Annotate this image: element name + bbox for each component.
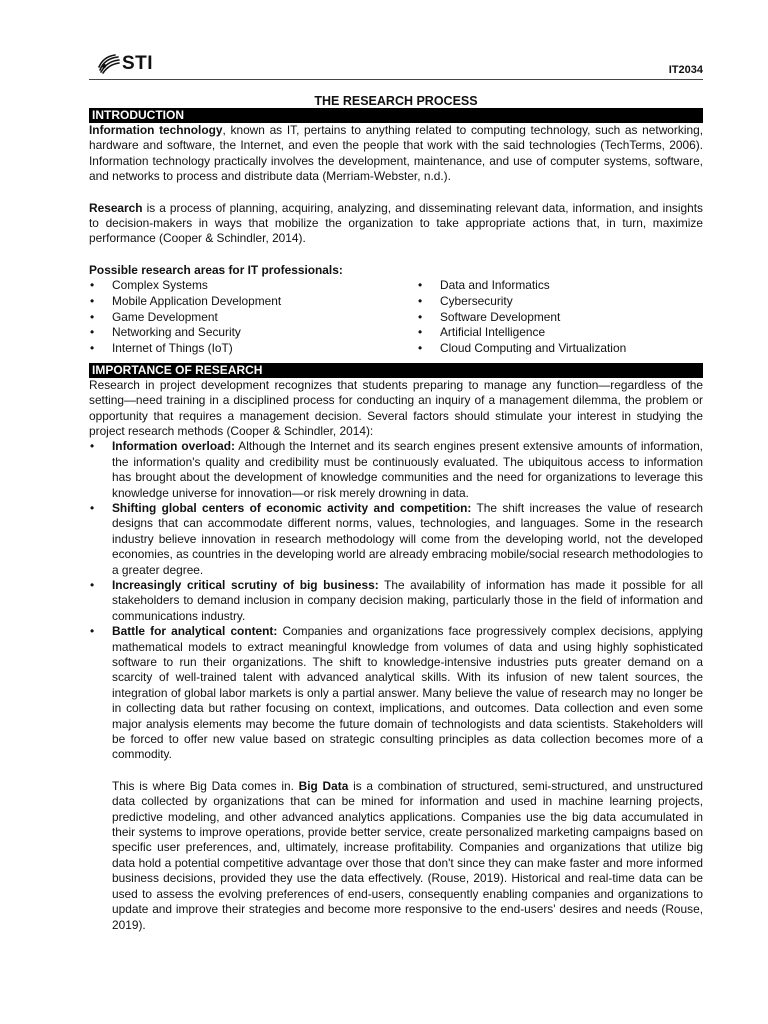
document-code: IT2034 (668, 64, 703, 76)
page-title: THE RESEARCH PROCESS (314, 94, 478, 108)
list-item: • Information overload: Although the Internet and its search engines present extensive amounts of information, the information's quality and credibility must be continuously evaluated. The ubiquitous access to information has brought about the development of knowledge communities and the need for organizations to leverage this knowledge universe for innovation—or risk merely drowning in data. (89, 439, 703, 501)
importance-heading: IMPORTANCE OF RESEARCH (89, 363, 703, 378)
sti-swirl-icon (97, 54, 121, 74)
term-information-technology: Information technology (89, 123, 223, 137)
list-item: • Complex Systems (89, 278, 417, 294)
term-research: Research (89, 200, 143, 215)
sti-logo (97, 53, 153, 75)
list-item: • Battle for analytical content: Companies and organizations face progressively complex decisions, applying mathematical models to extract meaningful knowledge from volumes of data and using highly sophisticated software to run their organizations. The shift to knowledge-intensive industries puts greater demand on a scarcity of well-trained talent with advanced analytical skills. With its infusion of new talent sources, the integration of global labor markets is only a partial answer. Many believe the value of research may no longer be in collecting data but rather focusing on context, implications, and outcomes. Data collection and even some major analysis elements may become the future domain of technologists and data scientists. Stakeholders will be forced to offer new value based on strategic consulting principles as data collection becomes more of a commodity. (89, 624, 703, 763)
logo-text: STI (122, 53, 154, 74)
list-item: • Shifting global centers of economic activity and competition: The shift increases the value of research designs that can accommodate different norms, values, technologies, and languages. Some in the research industry believe innovation in research methodology will come from the developing world, not the developed economies, as countries in the developing world are already embracing mobile/social research methodologies to a greater degree. (89, 501, 703, 578)
introduction-heading: INTRODUCTION (89, 108, 703, 123)
list-item: • Data and Informatics (417, 278, 697, 294)
research-areas-right (417, 278, 697, 356)
list-item: • Cybersecurity (417, 294, 697, 310)
term-big-data: Big Data (298, 778, 349, 793)
intro-paragraph-1: Information technology, known as IT, pertains to anything related to computing technology, such as networking, hardware and software, the Internet, and even the people that work with the said technologies (TechTerms, 2006). Information technology practically involves the development, maintenance, and use of computer systems, software, and networks to process and distribute data (Merriam-Webster, n.d.). (89, 123, 703, 184)
importance-intro: Research in project development recognizes that students preparing to manage any function—regardless of the setting—need training in a disciplined process for conducting an inquiry of a management dilemma, the problem or opportunity that requires a management decision. Several factors should stimulate your interest in studying the project research methods (Cooper & Schindler, 2014): (89, 377, 703, 438)
list-item: • Increasingly critical scrutiny of big business: The availability of information has made it possible for all stakeholders to demand inclusion in company decision making, particularly those in the field of information and communications industry. (89, 578, 703, 624)
list-item: • Mobile Application Development (89, 294, 417, 310)
content (89, 108, 703, 933)
list-item: • Artificial Intelligence (417, 325, 697, 341)
list-item: • Cloud Computing and Virtualization (417, 341, 697, 357)
research-areas-heading: Possible research areas for IT professionals: (89, 262, 343, 277)
list-item: • Networking and Security (89, 325, 417, 341)
intro-paragraph-2: Research is a process of planning, acquiring, analyzing, and disseminating relevant data, information, and insights to decision-makers in ways that mobilize the organization to take appropriate actions that, in turn, maximize performance (Cooper & Schindler, 2014). (89, 200, 703, 246)
big-data-paragraph: This is where Big Data comes in. Big Data is a combination of structured, semi-structured, and unstructured data collected by organizations that can be mined for information and used in machine learning projects, predictive modeling, and other advanced analytics applications. Companies use the big data accumulated in their systems to improve operations, provide better service, create personalized marketing campaigns based on specific user preferences, and, ultimately, increase profitability. Companies and organizations that utilize big data hold a potential competitive advantage over those that don't since they can make faster and more informed business decisions, provided they use the data effectively. (Rouse, 2019). Historical and real-time data can be used to assess the evolving preferences of end-users, consequently enabling companies and organizations to update and improve their strategies and become more responsive to the end-users' desires and needs (Rouse, 2019). (112, 778, 703, 932)
list-item: • Software Development (417, 310, 697, 326)
list-item: • Internet of Things (IoT) (89, 341, 417, 357)
research-areas-list (89, 278, 703, 356)
factors-list (89, 439, 703, 763)
header-divider (89, 79, 703, 80)
list-item: • Game Development (89, 310, 417, 326)
research-areas-left (89, 278, 417, 356)
